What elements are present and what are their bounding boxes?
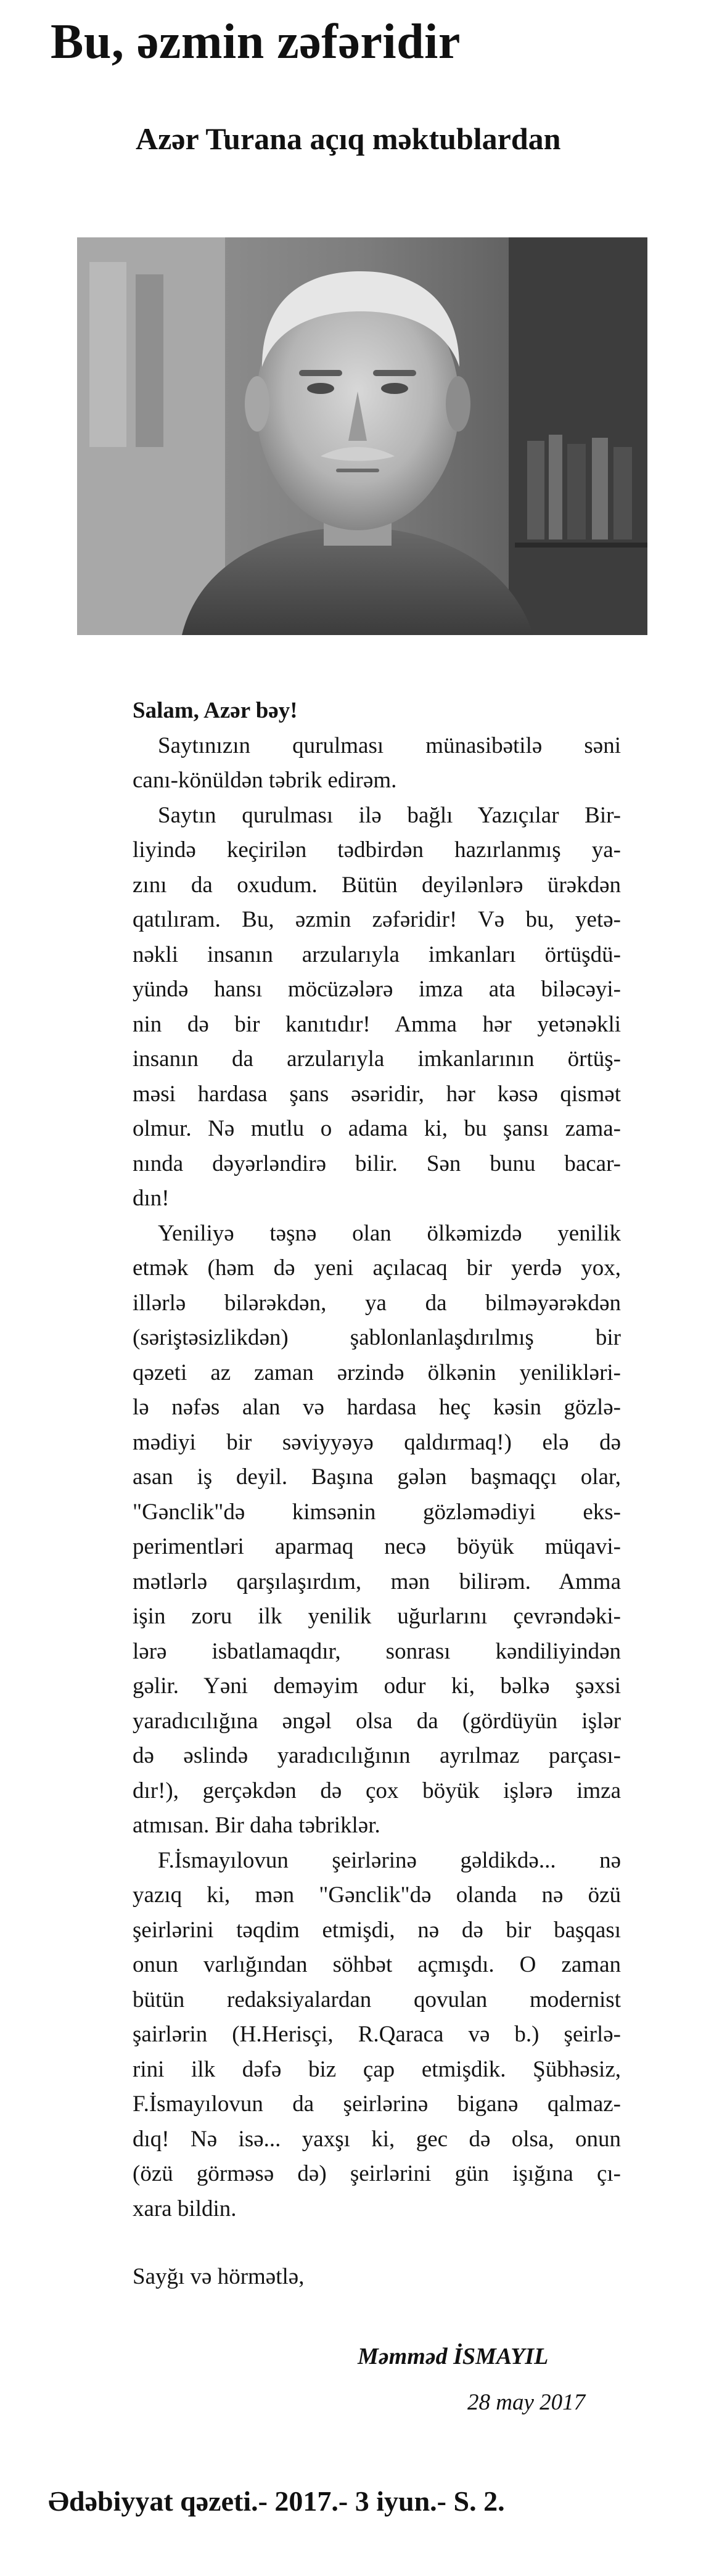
letter-line: (özü görməsə də) şeirlərini gün işığına çı- bbox=[133, 2161, 621, 2186]
letter-line: liyində keçirilən tədbirdən hazırlanmış ya- bbox=[133, 837, 621, 863]
letter-line: mətlərlə qarşılaşırdım, mən bilirəm. Amma bbox=[133, 1569, 621, 1594]
letter-line: lə nəfəs alan və hardasa heç kəsin gözlə- bbox=[133, 1395, 621, 1420]
letter-line: qəzeti az zaman ərzində ölkənin yenilikləri- bbox=[133, 1360, 621, 1385]
letter-greeting: Salam, Azər bəy! bbox=[133, 698, 298, 723]
letter-closing: Sayğı və hörmətlə, bbox=[133, 2264, 305, 2289]
letter-line: olmur. Nə mutlu o adama ki, bu şansı zama- bbox=[133, 1116, 621, 1141]
letter-line: nin də bir kanıtıdır! Amma hər yetənəkli bbox=[133, 1011, 621, 1037]
letter-line: nında dəyərləndirə bilir. Sən bunu bacar- bbox=[133, 1151, 621, 1176]
headline: Bu, əzmin zəfəridir bbox=[51, 15, 461, 69]
letter-line: dır!), gerçəkdən də çox böyük işlərə imza bbox=[133, 1778, 621, 1803]
letter-body bbox=[133, 694, 621, 2295]
letter-line: rini ilk dəfə biz çap etmişdik. Şübhəsiz, bbox=[133, 2056, 621, 2082]
letter-line: atmısan. Bir daha təbriklər. bbox=[133, 1813, 380, 1838]
letter-line: şairlərin (H.Herisçi, R.Qaraca və b.) şeirlə- bbox=[133, 2022, 621, 2047]
letter-line: dın! bbox=[133, 1186, 170, 1211]
letter-line: nəkli insanın arzularıyla imkanları örtüşdü- bbox=[133, 941, 621, 967]
letter-paragraph bbox=[133, 1216, 621, 1844]
letter-date: 28 may 2017 bbox=[467, 2390, 586, 2415]
letter-line: zını da oxudum. Bütün deyilənlərə ürəkdən bbox=[133, 872, 621, 898]
letter-line: lərə isbatlamaqdır, sonrası kəndiliyindən bbox=[133, 1638, 621, 1664]
letter-line: F.İsmayılovun şeirlərinə gəldikdə... nə bbox=[135, 1847, 621, 1873]
letter-line: qatılıram. Bu, əzmin zəfəridir! Və bu, yetə- bbox=[133, 907, 621, 932]
subtitle: Azər Turana açıq məktublardan bbox=[136, 121, 561, 156]
letter-line: işin zoru ilk yenilik uğurlarını çevrəndəki- bbox=[133, 1604, 621, 1629]
letter-line: də əslində yaradıcılığının ayrılmaz parçası- bbox=[133, 1743, 621, 1768]
letter-line: Saytın qurulması ilə bağlı Yazıçılar Bir- bbox=[135, 802, 621, 828]
letter-paragraphs bbox=[133, 729, 621, 2227]
letter-paragraph bbox=[133, 798, 621, 1216]
letter-line: F.İsmayılovun da şeirlərinə biganə qalmaz- bbox=[133, 2091, 621, 2117]
letter-line: gəlir. Yəni deməyim odur ki, bəlkə şəxsi bbox=[133, 1673, 621, 1699]
signature: Məmməd İSMAYIL bbox=[358, 2344, 549, 2369]
letter-line: asan iş deyil. Başına gələn başmaqçı olar, bbox=[133, 1464, 621, 1490]
letter-line: yündə hansı möcüzələrə imza ata biləcəyi- bbox=[133, 977, 621, 1002]
letter-line: xara bildin. bbox=[133, 2196, 237, 2221]
author-photo bbox=[77, 237, 647, 635]
letter-line: yaradıcılığına əngəl olsa da (gördüyün işlər bbox=[133, 1708, 621, 1734]
letter-line: Saytınızın qurulması münasibətilə səni bbox=[135, 732, 621, 758]
letter-line: məsi hardasa şans əsəridir, hər kəsə qismət bbox=[133, 1081, 621, 1107]
letter-line: bütün redaksiyalardan qovulan modernist bbox=[133, 1987, 621, 2012]
letter-line: yazıq ki, mən "Gənclik"də olanda nə özü bbox=[133, 1882, 621, 1908]
source-citation: Ədəbiyyat qəzeti.- 2017.- 3 iyun.- S. 2. bbox=[48, 2485, 505, 2517]
letter-paragraph bbox=[133, 729, 621, 798]
letter-line: Yeniliyə təşnə olan ölkəmizdə yenilik bbox=[135, 1220, 621, 1246]
letter-line: insanın da arzularıyla imkanlarının örtüş- bbox=[133, 1046, 621, 1072]
letter-line: (səriştəsizlikdən) şablonlanlaşdırılmış bir bbox=[133, 1325, 621, 1350]
letter-line: illərlə bilərəkdən, ya da bilməyərəkdən bbox=[133, 1290, 621, 1316]
letter-line: canı-könüldən təbrik edirəm. bbox=[133, 768, 397, 793]
letter-line: "Gənclik"də kimsənin gözləmədiyi eks- bbox=[133, 1499, 621, 1525]
letter-line: perimentləri aparmaq necə böyük müqavi- bbox=[133, 1534, 621, 1559]
letter-paragraph bbox=[133, 1844, 621, 2227]
letter-line: şeirlərini təqdim etmişdi, nə də bir başqası bbox=[133, 1917, 621, 1943]
letter-line: mədiyi bir səviyyəyə qaldırmaq!) elə də bbox=[133, 1429, 621, 1455]
letter-line: onun varlığından söhbət açmışdı. O zaman bbox=[133, 1952, 621, 1977]
letter-line: etmək (həm də yeni açılacaq bir yerdə yox, bbox=[133, 1255, 621, 1281]
letter-line: dıq! Nə isə... yaxşı ki, gec də olsa, onun bbox=[133, 2126, 621, 2152]
